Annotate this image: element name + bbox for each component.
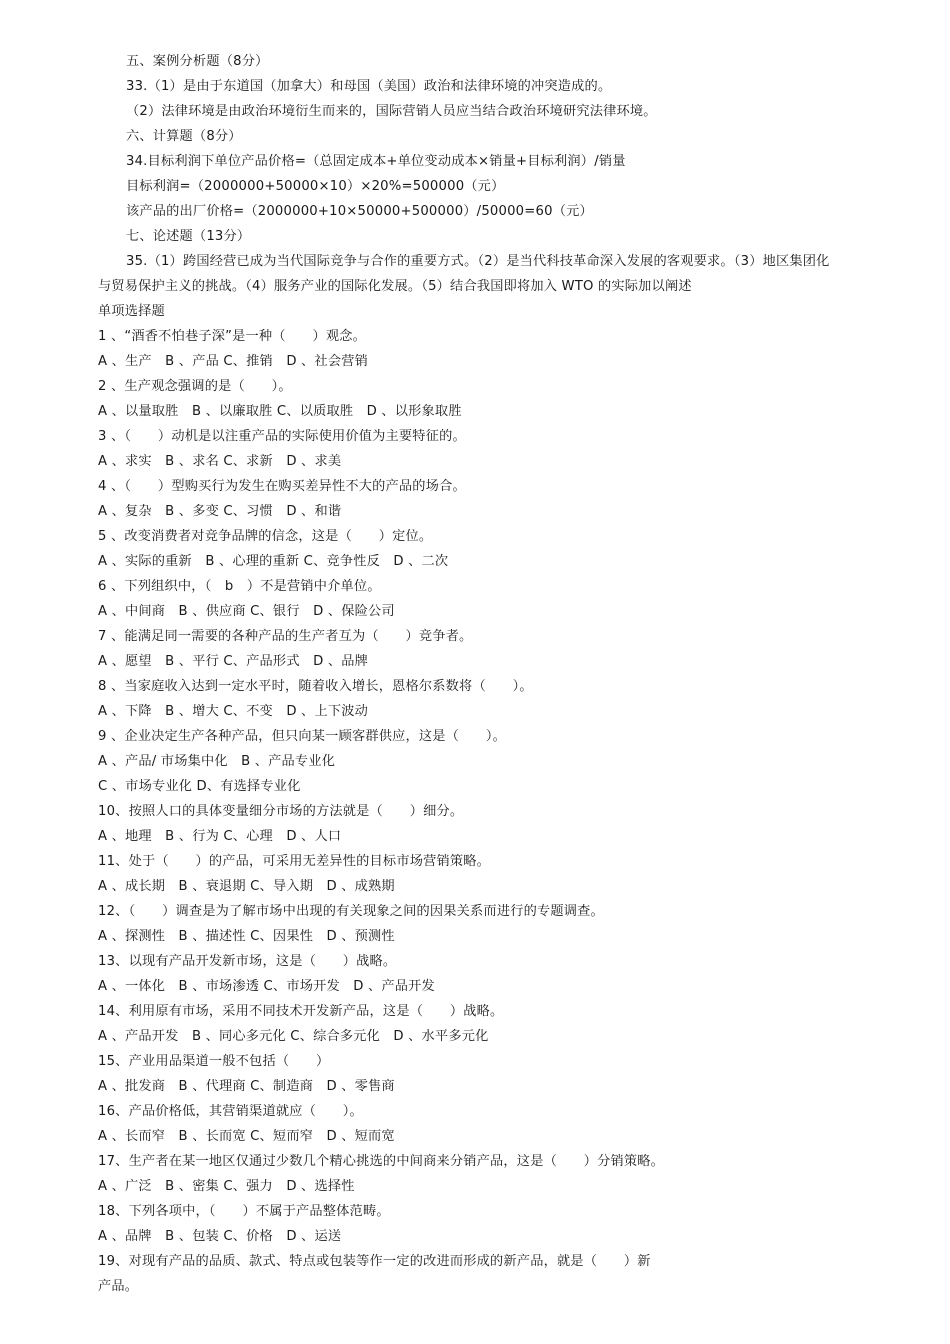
question-18: 18、下列各项中，（ ）不属于产品整体范畴。	[98, 1204, 390, 1219]
options-7: A 、愿望 B 、平行 C、产品形式 D 、品牌	[98, 654, 368, 669]
options-8: A 、下降 B 、增大 C、不变 D 、上下波动	[98, 704, 368, 719]
answer-35-line2: 与贸易保护主义的挑战。（4）服务产业的国际化发展。（5）结合我国即将加入 WTO 的实际加以阐述	[98, 279, 692, 294]
options-10: A 、地理 B 、行为 C、心理 D 、人口	[98, 829, 342, 844]
options-4: A 、复杂 B 、多变 C、习惯 D 、和谐	[98, 504, 342, 519]
question-17: 17、生产者在某一地区仅通过少数几个精心挑选的中间商来分销产品，这是（ ）分销策略。	[98, 1154, 665, 1169]
options-5: A 、实际的重新 B 、心理的重新 C、竞争性反 D 、二次	[98, 554, 449, 569]
question-16: 16、产品价格低，其营销渠道就应（ ）。	[98, 1104, 363, 1119]
question-6: 6 、下列组织中，（ b ）不是营销中介单位。	[98, 579, 381, 594]
options-17: A 、广泛 B 、密集 C、强力 D 、选择性	[98, 1179, 355, 1194]
question-7: 7 、能满足同一需要的各种产品的生产者互为（ ）竞争者。	[98, 629, 473, 644]
question-13: 13、以现有产品开发新市场，这是（ ）战略。	[98, 954, 397, 969]
answer-33-part2: （2）法律环境是由政治环境衍生而来的，国际营销人员应当结合政治环境研究法律环境。	[126, 104, 657, 119]
question-3: 3 、（ ）动机是以注重产品的实际使用价值为主要特征的。	[98, 429, 466, 444]
question-14: 14、利用原有市场，采用不同技术开发新产品，这是（ ）战略。	[98, 1004, 504, 1019]
answer-35-line1: 35.（1）跨国经营已成为当代国际竞争与合作的重要方式。（2）是当代科技革命深入发展的客观要求。（3）地区集团化	[126, 254, 830, 269]
options-13: A 、一体化 B 、市场渗透 C、市场开发 D 、产品开发	[98, 979, 435, 994]
options-12: A 、探测性 B 、描述性 C、因果性 D 、预测性	[98, 929, 395, 944]
question-19: 19、对现有产品的品质、款式、特点或包装等作一定的改进而形成的新产品，就是（ ）新	[98, 1254, 651, 1269]
question-4: 4 、（ ）型购买行为发生在购买差异性不大的产品的场合。	[98, 479, 466, 494]
options-11: A 、成长期 B 、衰退期 C、导入期 D 、成熟期	[98, 879, 395, 894]
question-5: 5 、改变消费者对竞争品牌的信念，这是（ ）定位。	[98, 529, 433, 544]
question-10: 10、按照人口的具体变量细分市场的方法就是（ ）细分。	[98, 804, 464, 819]
options-9-line1: A 、产品/ 市场集中化 B 、产品专业化	[98, 754, 336, 769]
question-1: 1 、“酒香不怕巷子深”是一种（ ）观念。	[98, 329, 367, 344]
answer-34-line3: 该产品的出厂价格=（2000000+10×50000+500000）/50000=60（元）	[126, 204, 593, 219]
answer-34-line2: 目标利润=（2000000+50000×10）×20%=500000（元）	[126, 179, 505, 194]
question-15: 15、产业用品渠道一般不包括（ ）	[98, 1054, 330, 1069]
section-five-title: 五、案例分析题（8分）	[126, 54, 269, 69]
question-9: 9 、企业决定生产各种产品，但只向某一顾客群供应，这是（ ）。	[98, 729, 507, 744]
question-19-continued: 产品。	[98, 1279, 139, 1294]
section-six-title: 六、计算题（8分）	[126, 129, 242, 144]
question-2: 2 、生产观念强调的是（ ）。	[98, 379, 292, 394]
options-14: A 、产品开发 B 、同心多元化 C、综合多元化 D 、水平多元化	[98, 1029, 489, 1044]
answer-33-part1: 33.（1）是由于东道国（加拿大）和母国（美国）政治和法律环境的冲突造成的。	[126, 79, 612, 94]
answer-34-line1: 34.目标利润下单位产品价格=（总固定成本+单位变动成本×销量+目标利润）/销量	[126, 154, 626, 169]
single-choice-title: 单项选择题	[98, 304, 165, 319]
options-16: A 、长而窄 B 、长而宽 C、短而窄 D 、短而宽	[98, 1129, 395, 1144]
question-12: 12、（ ）调查是为了解市场中出现的有关现象之间的因果关系而进行的专题调查。	[98, 904, 604, 919]
question-11: 11、处于（ ）的产品，可采用无差异性的目标市场营销策略。	[98, 854, 491, 869]
options-1: A 、生产 B 、产品 C、推销 D 、社会营销	[98, 354, 368, 369]
options-2: A 、以量取胜 B 、以廉取胜 C、以质取胜 D 、以形象取胜	[98, 404, 462, 419]
question-8: 8 、当家庭收入达到一定水平时，随着收入增长，恩格尔系数将（ ）。	[98, 679, 533, 694]
options-18: A 、品牌 B 、包装 C、价格 D 、运送	[98, 1229, 342, 1244]
options-15: A 、批发商 B 、代理商 C、制造商 D 、零售商	[98, 1079, 395, 1094]
options-6: A 、中间商 B 、供应商 C、银行 D 、保险公司	[98, 604, 395, 619]
section-seven-title: 七、论述题（13分）	[126, 229, 251, 244]
options-9-line2: C 、市场专业化 D、有选择专业化	[98, 779, 301, 794]
options-3: A 、求实 B 、求名 C、求新 D 、求美	[98, 454, 342, 469]
